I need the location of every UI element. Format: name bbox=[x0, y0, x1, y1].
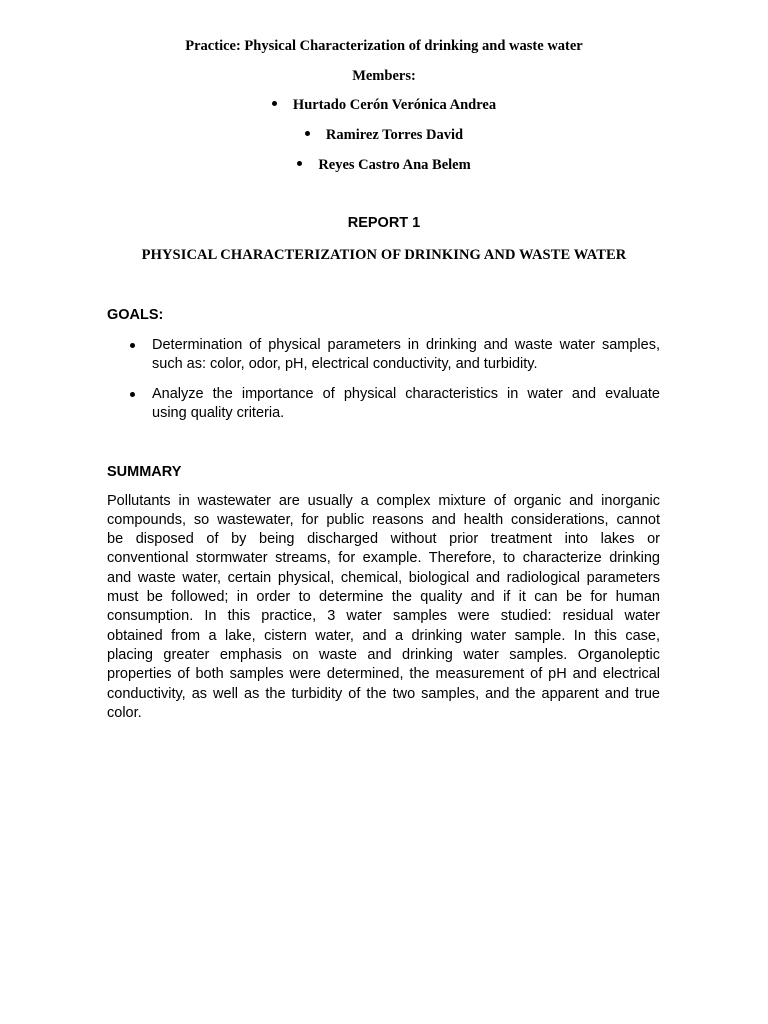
goal-line: using quality criteria. bbox=[152, 405, 285, 421]
summary-line: conventional stormwater streams, for example. Therefore, to characterize drinking bbox=[107, 550, 660, 566]
goals-heading: GOALS: bbox=[107, 307, 164, 323]
summary-line: obtained from a lake, cistern water, and a drinking water sample. In this case, bbox=[107, 628, 660, 644]
bullet-icon bbox=[130, 392, 135, 397]
bullet-icon bbox=[272, 101, 277, 106]
member-item bbox=[0, 96, 768, 114]
summary-line: consumption. In this practice, 3 water samples were studied: residual water bbox=[107, 608, 660, 624]
bullet-icon bbox=[297, 161, 302, 166]
summary-line: Pollutants in wastewater are usually a complex mixture of organic and inorganic bbox=[107, 493, 660, 509]
summary-line: placing greater emphasis on waste and drinking water samples. Organoleptic bbox=[107, 647, 660, 663]
goal-item bbox=[107, 385, 660, 425]
member-name: Ramirez Torres David bbox=[325, 127, 464, 143]
report-label: REPORT 1 bbox=[347, 215, 421, 231]
practice-title: Practice: Physical Characterization of drinking and waste water bbox=[185, 38, 583, 54]
goal-line: Determination of physical parameters in drinking and waste water samples, bbox=[152, 337, 660, 353]
summary-line: compounds, so wastewater, for public reasons and health considerations, cannot bbox=[107, 512, 660, 528]
member-item bbox=[0, 126, 768, 144]
summary-line: and waste water, certain physical, chemical, biological and radiological parameters bbox=[107, 570, 660, 586]
report-title: PHYSICAL CHARACTERIZATION OF DRINKING AND WASTE WATER bbox=[141, 247, 627, 263]
member-name: Hurtado Cerón Verónica Andrea bbox=[292, 97, 497, 113]
goal-line: Analyze the importance of physical characteristics in water and evaluate bbox=[152, 386, 660, 402]
summary-line: conductivity, as well as the turbidity of the two samples, and the apparent and true bbox=[107, 686, 660, 702]
member-item bbox=[0, 156, 768, 174]
goal-item bbox=[107, 336, 660, 376]
member-name: Reyes Castro Ana Belem bbox=[318, 157, 471, 173]
goal-line: such as: color, odor, pH, electrical conductivity, and turbidity. bbox=[152, 356, 538, 372]
members-label: Members: bbox=[352, 68, 416, 84]
summary-heading: SUMMARY bbox=[107, 464, 182, 480]
summary-line: must be followed; in order to determine the quality and if it can be for human bbox=[107, 589, 660, 605]
summary-line: properties of both samples were determined, the measurement of pH and electrical bbox=[107, 666, 660, 682]
bullet-icon bbox=[130, 343, 135, 348]
summary-line: color. bbox=[107, 705, 142, 721]
bullet-icon bbox=[305, 131, 310, 136]
summary-line: be disposed of by being discharged without prior treatment into lakes or bbox=[107, 531, 660, 547]
